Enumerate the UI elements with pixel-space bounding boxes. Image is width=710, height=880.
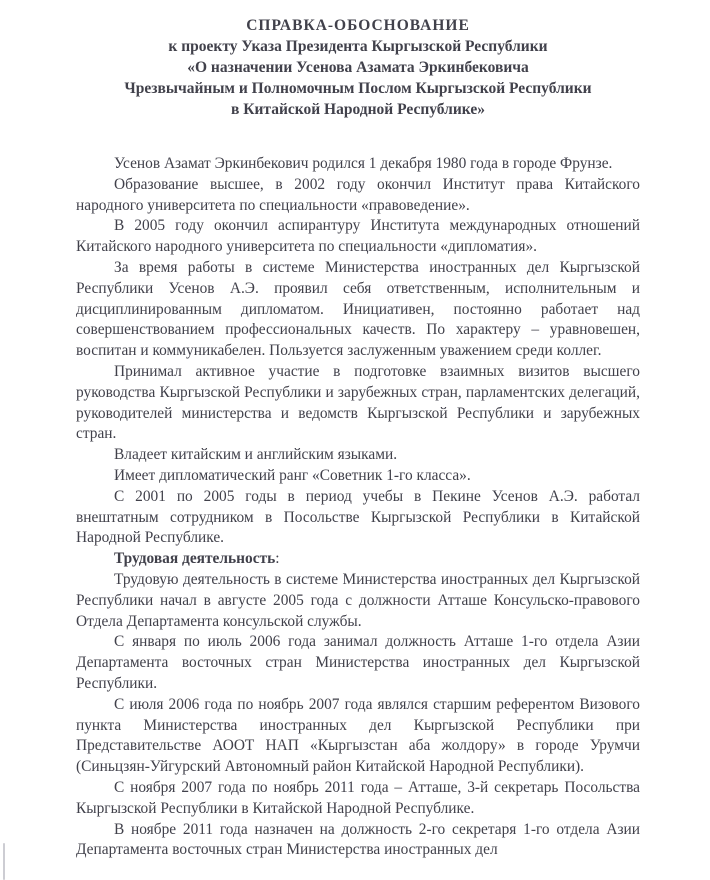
title-line: Чрезвычайным и Полномочным Послом Кыргызской Республики — [124, 80, 592, 97]
scan-artifact-line — [3, 843, 5, 880]
title-line: СПРАВКА-ОБОСНОВАНИЕ — [246, 17, 470, 34]
title-line: в Китайской Народной Республике» — [231, 101, 485, 118]
title-line: «О назначении Усенова Азамата Эркинбековича — [187, 59, 529, 76]
document-body — [76, 154, 640, 861]
work-history-heading-colon: : — [275, 550, 280, 568]
paragraph-urumqi: С июля 2006 года по ноябрь 2007 года являлся старшим референтом Визового пункта Министерства иностранных дел Кыргызской Республики при Представительстве АООТ НАП «Кыргызстан аба жолдору» в городе Урумчи (Синьцзян-Уйгурский Автономный район Китайской Народной Республики). — [76, 695, 640, 776]
paragraph-character: За время работы в системе Министерства иностранных дел Кыргызской Республики Усенов А.Э. проявил себя ответственным, исполнительным и дисциплинированным дипломатом. Инициативен, постоянно работает над совершенствованием профессиональных качеств. По характеру – уравновешен, воспитан и коммуникабелен. Пользуется заслуженным уважением среди коллег. — [76, 258, 640, 360]
work-history-heading — [76, 549, 640, 570]
paragraph-postgraduate: В 2005 году окончил аспирантуру Института международных отношений Китайского народного университета по специальности «дипломатия». — [76, 217, 640, 256]
paragraph-beijing-study: С 2001 по 2005 годы в период учебы в Пекине Усенов А.Э. работал внештатным сотрудником в Посольстве Кыргызской Республики в Китайской Народной Республике. — [76, 487, 640, 547]
document-title — [76, 15, 640, 120]
paragraph-rank: Имеет дипломатический ранг «Советник 1-го класса». — [114, 466, 471, 484]
paragraph-2011-appointment: В ноябре 2011 года назначен на должность 2-го секретаря 1-го отдела Азии Департамента восточных стран Министерства иностранных дел — [76, 820, 640, 859]
paragraph-visits: Принимал активное участие в подготовке взаимных визитов высшего руководства Кыргызской Республики и зарубежных стран, парламентских делегаций, руководителей министерства и ведомств Кыргызской Республики и зарубежных стран. — [76, 362, 640, 443]
title-line: к проекту Указа Президента Кыргызской Республики — [168, 38, 548, 55]
paragraph-birth: Усенов Азамат Эркинбекович родился 1 декабря 1980 года в городе Фрунзе. — [114, 155, 613, 172]
paragraph-attache-2006: С января по июль 2006 года занимал должность Атташе 1-го отдела Азии Департамента восточных стран Министерства иностранных дел Кыргызской Республики. — [76, 633, 640, 692]
paragraph-embassy-2007-2011: С ноября 2007 года по ноябрь 2011 года – Атташе, 3-й секретарь Посольства Кыргызской Республики в Китайской Народной Республике. — [76, 778, 640, 817]
paragraph-education: Образование высшее, в 2002 году окончил Институт права Китайского народного университета по специальности «правоведение». — [76, 175, 640, 214]
paragraph-career-start: Трудовую деятельность в системе Министерства иностранных дел Кыргызской Республики начал в августе 2005 года с должности Атташе Консульско-правового Отдела Департамента консульской службы. — [76, 570, 640, 630]
work-history-heading-label: Трудовая деятельность — [114, 550, 276, 568]
paragraph-languages: Владеет китайским и английским языками. — [114, 446, 398, 464]
